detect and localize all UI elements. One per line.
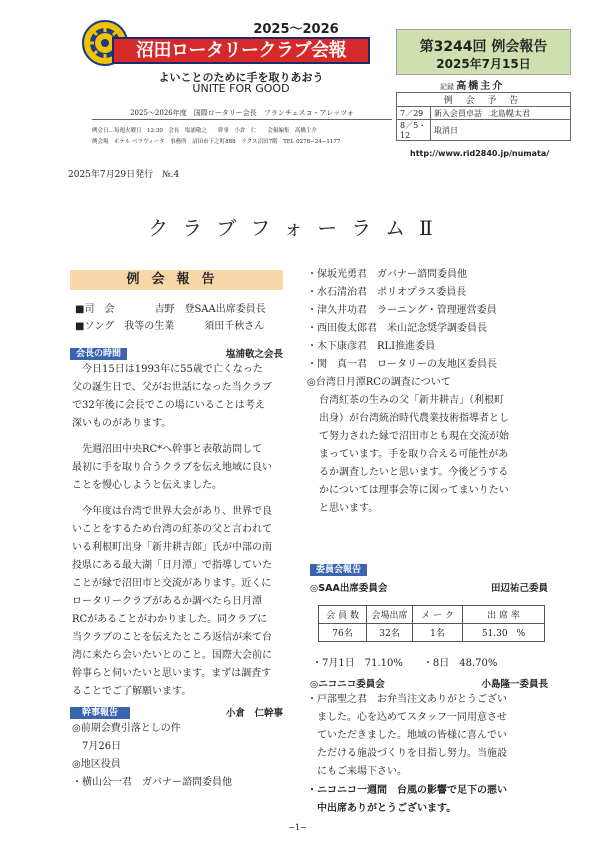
schedule-row	[397, 120, 571, 141]
committee-heading	[310, 562, 367, 575]
text-line: と思います。	[319, 503, 379, 514]
club-bulletin-title: 沼田ロータリークラブ会報	[112, 37, 370, 64]
list-item: ・水石清治君 ポリオプラス委員長	[307, 287, 467, 298]
schedule-date: 8／5・12	[397, 120, 431, 141]
list-item: ・保坂光勇君 ガバナー諮問委員他	[307, 269, 467, 280]
text-line: 父の誕生日で、父がお世話になった当クラブ	[72, 382, 272, 393]
forum-title: クラブフォーラムⅡ	[148, 216, 447, 240]
text-line: にもご来場下さい。	[307, 766, 407, 777]
text-line: 今日15日は1993年に55歳で亡くなった	[82, 364, 263, 375]
text-line: ・ニコニコ一週間 台風の影響で足下の悪い	[307, 785, 507, 796]
president-tag: 会長の時間	[70, 348, 127, 360]
table-header-row	[319, 606, 545, 624]
text-line: 台湾紅茶の生みの父「新井耕吉」（利根町	[319, 395, 504, 406]
table-header: 会場出席	[367, 606, 413, 624]
recorder-name: 高橋主介	[456, 81, 505, 92]
table-cell: 76名	[319, 624, 367, 642]
president-heading	[70, 346, 283, 359]
chair-line: ■司 会 吉野 登SAA出席委員長	[75, 304, 266, 315]
text-line: 深いものがあります。	[72, 418, 172, 429]
slogan-english: UNITE FOR GOOD	[192, 82, 290, 95]
text-line: 湾に来たら会いたいとのこと。国際大会前に	[72, 650, 272, 661]
saa-title: ◎SAA出席委員会	[310, 583, 388, 594]
text-line: いる利根町出身「新井耕吉郎」氏が中部の南	[72, 542, 272, 553]
text-line: ・戸部聖之君 お弁当注文ありがとうござい	[307, 694, 507, 705]
year-range: 2025～2026	[253, 22, 339, 37]
secretary-report	[72, 720, 287, 792]
table-cell: 1名	[413, 624, 463, 642]
text-line: ことが縁で沼田市と交流があります。近くに	[72, 578, 272, 589]
text-line: かについては理事会等に図ってまいりたい	[319, 485, 509, 496]
officer-list	[307, 266, 552, 518]
text-line: ロータリークラブがあるか調べたら日月潭	[72, 596, 262, 607]
table-header: メ ー ク	[413, 606, 463, 624]
meeting-info-line: 例会日…毎週火曜日 12:30 会長 塩浦敬之 幹事 小倉 仁 会報編集 高橋主介	[92, 128, 317, 134]
schedule-date: 7／29	[397, 107, 431, 120]
recorder-label: 記録	[440, 83, 454, 91]
text-line: ことを慢心しようと伝えました。	[72, 480, 222, 491]
text-line: 中出席ありがとうございます。	[307, 803, 457, 814]
table-cell: 32名	[367, 624, 413, 642]
text-line: RCがあることがわかりました。同クラブに	[72, 614, 268, 625]
attendance-table	[318, 605, 545, 642]
list-item: ・関 真一君 ロータリーの友地区委員長	[307, 359, 497, 370]
club-url-link[interactable]: http://www.rid2840.jp/numata/	[410, 149, 550, 158]
slogan-japanese: よいことのために手を取りあおう	[158, 71, 324, 84]
nico-title: ◎ニコニコ委員会	[310, 679, 385, 690]
committee-tag: 委員会報告	[310, 564, 367, 576]
schedule-row	[397, 107, 571, 120]
attendance-rates: ・7月1日 71.10% ・8日 48.70%	[312, 658, 498, 669]
text-line: で32年後に会長でこの場にいることは考え	[72, 400, 265, 411]
schedule-title: 例 会 予 告	[397, 93, 571, 107]
secretary-name: 小倉 仁幹事	[225, 708, 283, 719]
section-title: 例会報告	[70, 270, 283, 290]
table-cell: 51.30 %	[463, 624, 545, 642]
schedule-desc: 新入会員卓話 北島幌太君	[431, 107, 571, 120]
text-line: ただける施設づくりを目指し努力。当施設	[307, 748, 507, 759]
text-line: 当クラブのことを伝えたところ返信が来て台	[72, 632, 272, 643]
text-line: ◎前期会費引落としの件	[72, 723, 181, 734]
taiwan-heading: ◎台湾日月潭RCの調査について	[307, 377, 451, 388]
text-line: 先週沼田中央RC*へ幹事と表敬訪問して	[82, 444, 263, 455]
text-line: いことをするため台湾の紅茶の父と言われて	[72, 524, 272, 535]
table-header: 出 席 率	[463, 606, 545, 624]
meeting-date: 2025年7月15日	[436, 57, 531, 71]
text-line: 最初に手を取り合うクラブを伝え地域に良い	[72, 462, 272, 473]
text-line: 幹事らと伺いたいと思います。まずは調査す	[72, 668, 272, 679]
text-line: 7月26日	[72, 741, 122, 752]
text-line: 今年度は台湾で世界大会があり、世界で良	[82, 506, 272, 517]
president-name: 塩浦敬之会長	[225, 349, 283, 360]
text-line: て努力された縁で沼田市とも現在交流が始	[319, 431, 509, 442]
text-line: まっています。手を取り合える可能性があ	[319, 449, 509, 460]
saa-member: 田辺祐己委員	[490, 583, 548, 594]
list-item: ・津久井功君 ラーニング・管理運営委員	[307, 305, 497, 316]
text-line: ていただきました。地域の皆様に喜んでい	[307, 730, 507, 741]
meeting-number: 第3244回 例会報告	[419, 39, 548, 55]
schedule-desc: 取消日	[431, 120, 571, 141]
text-line: るか調査したいと思います。今後どうする	[319, 467, 509, 478]
president-speech	[72, 361, 287, 701]
list-item: ・西田俊太郎君 米山記念奨学調委員長	[307, 323, 487, 334]
ri-president-line: 2025～2026年度 国際ロータリー会長 フランチェスコ・アレッツォ	[130, 109, 354, 117]
table-header: 会 員 数	[319, 606, 367, 624]
list-item: ・木下康彦君 RLI推進委員	[307, 341, 436, 352]
schedule-table	[396, 92, 571, 141]
text-line: 出身）が台湾統治時代農業技術指導者とし	[319, 413, 509, 424]
secretary-heading	[70, 705, 283, 718]
text-line: ・横山公一君 ガバナー諮問委員他	[72, 777, 232, 788]
text-line: ◎地区役員	[72, 759, 121, 770]
text-line: ました。心を込めてスタッフ一同用意させ	[307, 712, 507, 723]
text-line: ることでご了解願います。	[72, 686, 192, 697]
saa-heading	[310, 580, 548, 594]
secretary-tag: 幹事報告	[70, 707, 130, 719]
recorder	[440, 77, 504, 92]
text-line: 投県にある最大湖「日月潭」で指導していた	[72, 560, 272, 571]
nico-heading	[310, 676, 548, 690]
page-number: −1−	[288, 823, 307, 832]
song-line: ■ソング 我等の生業 須田千秋さん	[75, 321, 265, 332]
table-row	[319, 624, 545, 642]
nico-chair: 小島隆一委員長	[481, 679, 548, 690]
issue-date: 2025年7月29日発行 №.4	[68, 170, 180, 180]
divider	[92, 119, 392, 120]
nico-messages	[307, 691, 552, 818]
venue-info-line: 例会場 ホテル ベラヴィータ 事務所 沼田市下之町888 ラクス沼田7階 TEL 0278−24−1177	[92, 139, 341, 145]
